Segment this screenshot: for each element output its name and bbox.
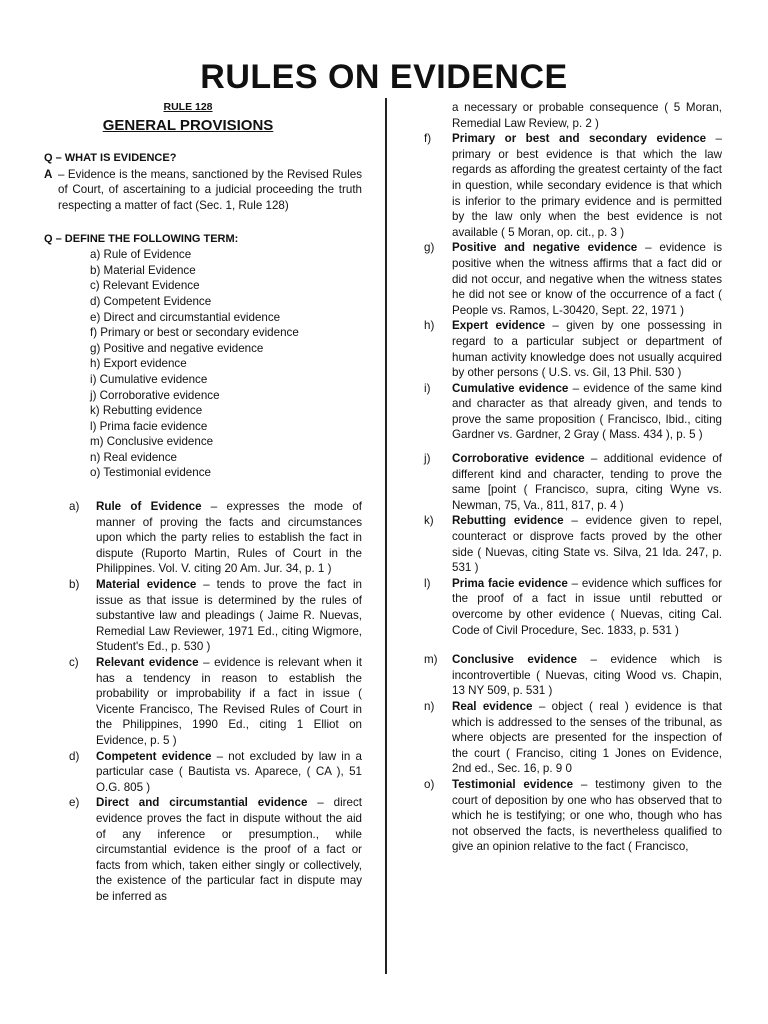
definition-text: – object ( real ) evidence is that which is addressed to the senses of the tribunal, as where objects are presented for the inspection of the court ( Franciso, citing 1 Jones on Evidence, 2nd ed., Sec. 16, p. 9 0	[452, 699, 722, 776]
rule-number: RULE 128	[163, 101, 213, 113]
definition-term: Rebutting evidence	[452, 514, 564, 528]
term-item: e) Direct and circumstantial evidence	[90, 310, 281, 324]
definition-e-continued: a necessary or probable consequence ( 5 Moran, Remedial Law Review, p. 2 )	[452, 101, 722, 130]
definition-text: – evidence which is incontrovertible ( Nuevas, citing Wood vs. Chapin, 13 NY 509, p. 531 )	[452, 653, 722, 698]
definition-letter: j)	[424, 452, 431, 466]
definition-text: – additional evidence of different kind and character, tending to prove the same [point ( Francisco, supra, citing Wyne vs. Newman, 75, Va., 811, 817, p. 4 )	[452, 452, 723, 512]
definition-letter: k)	[424, 514, 434, 528]
definition-term: Material evidence	[96, 578, 197, 592]
definition-letter: i)	[424, 381, 431, 395]
definition-term: Cumulative evidence	[452, 381, 569, 395]
definition-l	[424, 576, 722, 638]
definition-term: Corroborative evidence	[452, 452, 585, 466]
definition-n	[424, 699, 722, 777]
definition-f	[424, 131, 722, 240]
definition-letter: n)	[424, 699, 435, 713]
definition-letter: l)	[424, 576, 431, 590]
definition-term: Relevant evidence	[96, 656, 199, 669]
definition-j	[424, 451, 722, 513]
answer-text: – Evidence is the means, sanctioned by the Revised Rules of Court, of ascertaining to a judicial proceeding the truth respecting a matter of fact (Sec. 1, Rule 128)	[58, 167, 362, 212]
term-item: b) Material Evidence	[90, 263, 196, 277]
definition-letter: f)	[424, 132, 432, 146]
definition-letter: o)	[424, 777, 435, 791]
definition-term: Real evidence	[452, 699, 533, 713]
definition-term: Direct and circumstantial evidence	[96, 796, 308, 810]
term-item: f) Primary or best or secondary evidence	[90, 326, 299, 340]
definition-text: – evidence given to repel, counteract or disprove facts proved by the other side ( Nuevas, citing State vs. Silva, 21 Ida. 247, p. 531 )	[452, 514, 722, 575]
answer-label: A	[44, 167, 53, 181]
definition-term: Rule of Evidence	[96, 500, 202, 514]
definition-letter: d)	[69, 749, 80, 763]
definition-term: Competent evidence	[96, 749, 212, 763]
definition-term: Conclusive evidence	[452, 653, 578, 667]
definition-text: – tends to prove the fact in issue as that issue is determined by the rules of substantive law and pleadings ( Jaime R. Nuevas, Remedial Law Reviewer, 1971 Ed., citing Wigmore, Student's Ed., p. 530 )	[96, 578, 362, 654]
column-divider	[385, 98, 387, 974]
term-item: i) Cumulative evidence	[90, 372, 208, 386]
definition-o	[424, 777, 722, 855]
term-item: a) Rule of Evidence	[90, 248, 192, 262]
definition-term: Expert evidence	[452, 319, 546, 333]
term-item: c) Relevant Evidence	[90, 279, 200, 293]
definition-g	[424, 240, 722, 318]
definition-term: Primary or best and secondary evidence	[452, 132, 707, 146]
definition-text: – evidence is relevant when it has a tendency in reason to establish the probability or improbability if a fact in issue ( Vicente Francisco, The Revised Rules of Court in the Philippines, 1990 Ed., citing 1 Elliot on Evidence, p. 5 )	[96, 656, 362, 747]
definition-text: – expresses the mode of manner of proving the facts and circumstances upon which the party relies to establish the fact in dispute (Ruporto Martin, Rules of Court in the Philippines. Vol. V. citing 20 Am. Jur. 34, p. 1 )	[96, 500, 362, 576]
definition-term: Prima facie evidence	[452, 576, 568, 590]
question-2: Q – DEFINE THE FOLLOWING TERM:	[44, 232, 239, 245]
definition-text: – testimony given to the court of deposition by one who has observed that to which he is testifying; or one who, though who has not observed the facts, is nevertheless qualified to give an opinion relative to the fact ( Francisco,	[452, 777, 722, 854]
definition-text: – evidence is positive when the witness affirms that a fact did or did not occur, and negative when the witness states he did not see or know of the occurrence of a fact ( People vs. Ramos, L-30420, Sept. 22, 1971 )	[452, 241, 722, 317]
definition-text: – evidence which suffices for the proof of a fact in issue until rebutted or overcome by other evidence ( Nuevas, citing Cal. Code of Civil Procedure, Sec. 1833, p. 531 )	[452, 576, 722, 637]
term-item: k) Rebutting evidence	[90, 404, 203, 418]
definition-k	[424, 513, 722, 575]
document-title: RULES ON EVIDENCE	[200, 58, 568, 96]
left-column	[44, 100, 362, 905]
term-item: g) Positive and negative evidence	[90, 341, 264, 355]
term-item: m) Conclusive evidence	[90, 435, 214, 449]
definition-term: Positive and negative evidence	[452, 241, 638, 255]
definition-e	[44, 795, 362, 904]
definition-d	[44, 749, 362, 796]
definition-a	[44, 499, 362, 577]
terms-list	[90, 247, 362, 481]
definition-letter: c)	[69, 656, 79, 669]
definition-letter: b)	[69, 578, 80, 592]
question-1: Q – WHAT IS EVIDENCE?	[44, 152, 177, 165]
definition-b	[44, 577, 362, 655]
definition-i	[424, 381, 722, 443]
term-item: l) Prima facie evidence	[90, 419, 208, 433]
definition-text: – not excluded by law in a particular case ( Bautista vs. Aparece, ( CA ), 51 O.G. 805 )	[96, 749, 362, 794]
definition-letter: e)	[69, 796, 80, 810]
answer-1	[44, 167, 362, 214]
definition-letter: g)	[424, 241, 435, 255]
definition-text: – evidence of the same kind and character as that already given, and tends to prove the same proposition ( Francisco, Ibid., citing Gardner vs. Gardner, 2 Gray ( Mass. 434 ), p. 5 )	[452, 381, 723, 442]
term-item: o) Testimonial evidence	[90, 466, 211, 480]
definition-text: – direct evidence proves the fact in dispute without the aid of any inference or presumption., while circumstantial evidence is the proof of a fact or facts from which, taken either singly or collectively, the existence of the particular fact in dispute may be inferred as	[96, 796, 362, 903]
definition-h	[424, 318, 722, 380]
term-item: j) Corroborative evidence	[90, 388, 220, 402]
right-column	[424, 100, 722, 855]
definition-letter: a)	[69, 500, 80, 514]
definition-m	[424, 652, 722, 699]
definition-letter: h)	[424, 319, 435, 333]
definition-text: – given by one possessing in regard to a particular subject or department of human activity knowledge does not usually acquired by other persons ( U.S. vs. Gil, 13 Phil. 530 )	[452, 319, 723, 380]
term-item: d) Competent Evidence	[90, 294, 212, 308]
definition-c	[44, 655, 362, 749]
term-item: h) Export evidence	[90, 357, 187, 371]
definition-text: – primary or best evidence is that which the law regards as affording the greatest certainty of the fact in question, while secondary evidence is that which is inferior to the primary evidence and is permitted by the law only when the best evidence is not available ( 5 Moran, op. cit., p. 3 )	[452, 132, 722, 239]
term-item: n) Real evidence	[90, 450, 178, 464]
definition-letter: m)	[424, 653, 438, 667]
section-title: GENERAL PROVISIONS	[102, 116, 274, 134]
definition-term: Testimonial evidence	[452, 777, 574, 791]
